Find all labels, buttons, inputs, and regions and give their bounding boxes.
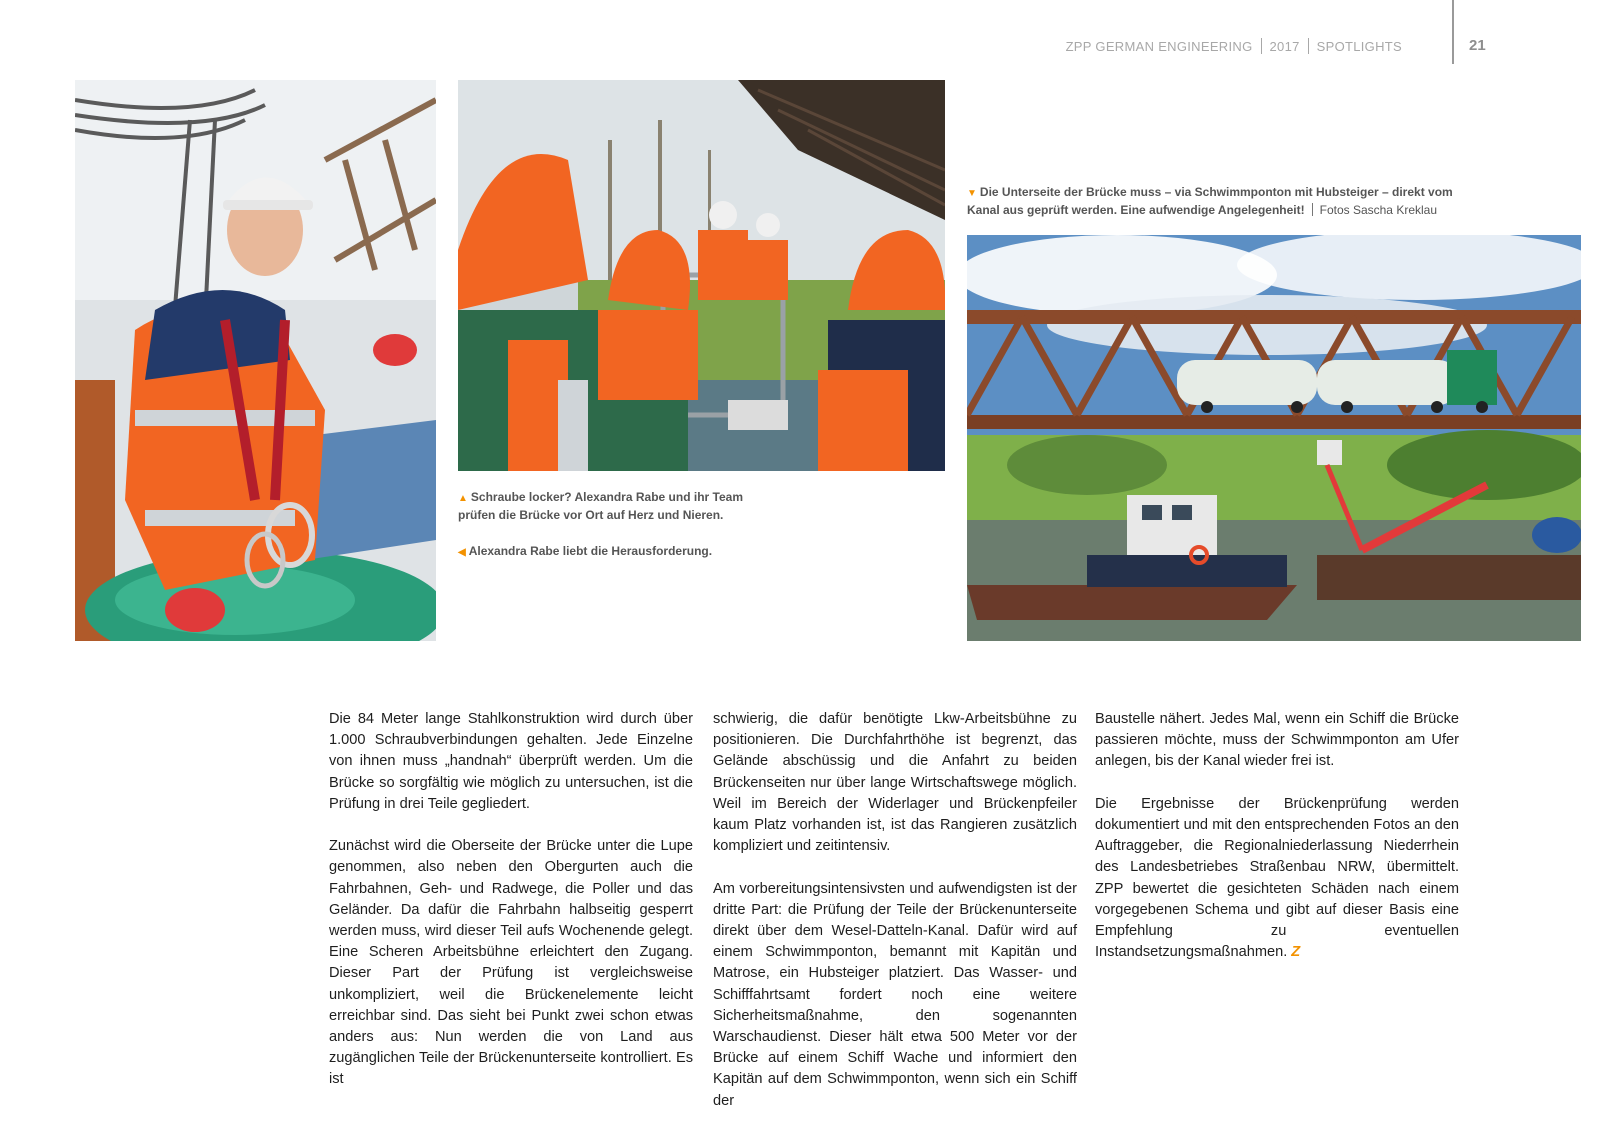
body-column-3 [1095,709,1459,985]
caption-team-check [458,489,758,524]
paragraph: Zunächst wird die Oberseite der Brücke unter die Lupe genommen, also neben den Obergurten auch die Fahrbahnen, Geh- und Radwege, die Poller und das Geländer. Da dafür die Fahrbahn halbseitig gesperrt werden muss, wird dieser Teil aufs Wochenende gelegt. Eine Scheren Arbeitsbühne erleichtert den Zugang. Dieser Part der Prüfung ist vergleichsweise unkompliziert, weil die Brückenelemente leicht erreichbar sind. Das sieht bei Punkt zwei schon etwas anders aus: Nun werden die von Land aus zugänglichen Teile der Brückenunterseite kontrolliert. Es ist [329,838,693,1088]
triangle-down-icon: ▼ [967,188,977,199]
caption-text: Alexandra Rabe liebt die Herausforderung. [468,544,713,558]
caption-bridge-underside [967,184,1487,219]
paragraph: Am vorbereitungsintensivsten und aufwendigsten ist der dritte Part: die Prüfung der Teile der Brückenunterseite direkt über dem Wesel-Datteln-Kanal. Dafür wird auf einem Schwimmponton, bemannt mit Kapitän und Matrose, ein Hubsteiger platziert. Das Wasser- und Schifffahrtsamt fordert noch eine weitere Sicherheitsmaßnahme, den sogenannten Warschaudienst. Dieser hält etwa 500 Meter vor der Brücke auf einem Schiff Wache und informiert den Kapitän auf dem Schwimmponton, wenn sich ein Schiff der [713,880,1077,1109]
triangle-up-icon: ▲ [458,493,468,504]
body-column-1 [329,709,693,1112]
paragraph-text: Die Ergebnisse der Brückenprüfung werden dokumentiert und mit den entsprechenden Fotos an den Auftraggeber, die Regionalniederlassung Niederrhein des Landesbetriebes Straßenbau NRW, übermittelt. ZPP bewertet die gesichteten Schäden nach einem vorgegebenen Schema und gibt auf dieser Basis eine Empfehlung zu eventuellen Instandsetzungsmaßnahmen. [1095,795,1459,961]
zpp-logo-mark-icon: Z [1291,944,1301,961]
caption-challenge [458,543,758,561]
paragraph: schwierig, die dafür benötigte Lkw-Arbeitsbühne zu positionieren. Die Durchfahrthöhe ist begrenzt, das Gelände abschüssig und die Anfahrt zu beiden Brückenseiten nur über lange Wirtschaftswege möglich. Weil im Bereich der Widerlager und Brückenpfeiler kaum Platz vorhanden ist, ist das Rangieren zusätzlich kompliziert und zeitintensiv. [713,711,1077,855]
photo-inspector-portrait [75,80,436,641]
paragraph-final [1095,794,1459,964]
paragraph: Baustelle nähert. Jedes Mal, wenn ein Schiff die Brücke passieren möchte, muss der Schwimmponton am Ufer anlegen, bis der Kanal wieder frei ist. [1095,711,1459,770]
header-divider [1308,38,1309,54]
header-vertical-rule [1452,0,1454,64]
triangle-left-icon: ◀ [458,547,466,558]
caption-text: Die Unterseite der Brücke muss – via Schwimmponton mit Hubsteiger – direkt vom Kanal aus geprüft werden. Eine aufwendige Angelegenheit! [967,185,1453,217]
photo-bridge-pontoon [967,235,1581,641]
caption-divider [1312,203,1313,216]
caption-text: Schraube locker? Alexandra Rabe und ihr Team prüfen die Brücke vor Ort auf Herz und Nieren. [458,490,743,522]
header-year: 2017 [1269,38,1300,54]
header-section: SPOTLIGHTS [1316,38,1402,54]
header-divider [1261,38,1262,54]
page-number: 21 [1469,37,1486,54]
paragraph: Die 84 Meter lange Stahlkonstruktion wird durch über 1.000 Schraubverbindungen gehalten. Jede Einzelne von ihnen muss „handnah“ überprüft werden. Um die Brücke so sorgfältig wie möglich zu untersuchen, ist die Prüfung in drei Teile gegliedert. [329,711,693,812]
photo-team-under-bridge [458,80,945,471]
header-publication: ZPP GERMAN ENGINEERING [1065,38,1253,54]
running-header [1066,38,1402,54]
body-column-2 [713,709,1077,1133]
photo-credit: Fotos Sascha Kreklau [1319,203,1438,217]
